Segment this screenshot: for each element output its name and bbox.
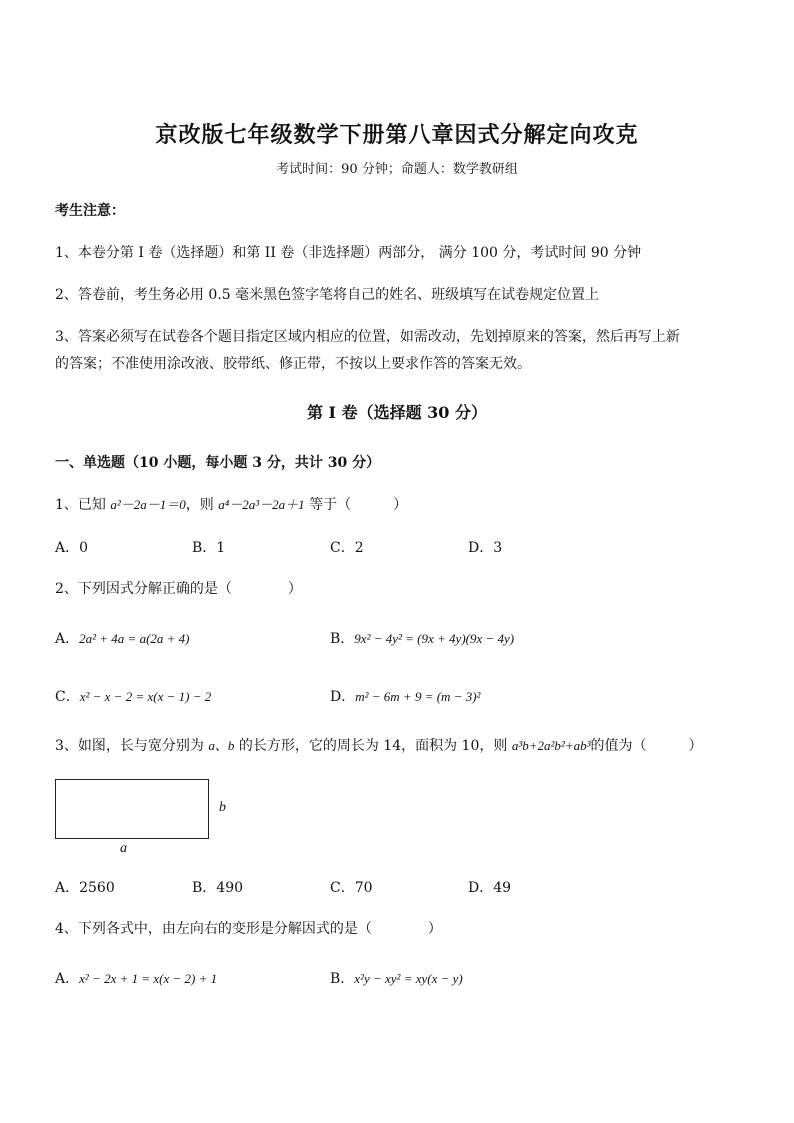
- q1-stem-math2: a⁴－2a³－2a＋1: [218, 497, 305, 512]
- q2-option-a-label: A．: [55, 631, 80, 647]
- q3-stem-suffix: 的值为（ ）: [590, 738, 703, 754]
- exam-subtitle: 考试时间：90 分钟；命题人：数学教研组: [276, 162, 518, 177]
- q4-option-a-label: A．: [55, 971, 80, 987]
- q3-option-c[interactable]: C．70: [330, 880, 373, 896]
- q3-stem-prefix: 3、如图，长与宽分别为: [55, 738, 204, 754]
- question-3-stem: [55, 735, 702, 755]
- q2-option-d-label: D．: [330, 689, 356, 705]
- q3-stem-vars: a、b: [208, 738, 235, 753]
- part-heading: 一、单选题（10 小题，每小题 3 分，共计 30 分）: [55, 455, 381, 471]
- q2-option-c-math: x² − x − 2 = x(x − 1) − 2: [79, 689, 212, 704]
- notice-heading: 考生注意：: [55, 203, 125, 219]
- q2-option-c[interactable]: [55, 686, 211, 706]
- q3-stem-mid: 的长方形，它的周长为 14，面积为 10，则: [238, 738, 508, 754]
- q3-option-d[interactable]: D．49: [468, 880, 512, 896]
- exam-title: 京改版七年级数学下册第八章因式分解定向攻克: [155, 122, 639, 148]
- q2-option-b-math: 9x² − 4y² = (9x + 4y)(9x − 4y): [354, 631, 515, 646]
- q2-option-a[interactable]: [55, 628, 190, 648]
- q2-option-a-math: 2a² + 4a = a(2a + 4): [79, 631, 190, 646]
- q1-option-b[interactable]: B．1: [192, 540, 226, 556]
- q1-option-d[interactable]: D．3: [468, 540, 503, 556]
- q4-option-b-label: B．: [330, 971, 355, 987]
- q1-stem-math1: a²－2a－1＝0: [110, 497, 186, 512]
- q4-option-b[interactable]: [330, 968, 463, 988]
- q3-option-a[interactable]: A．2560: [55, 880, 115, 896]
- notice-item-1: 1、本卷分第 I 卷（选择题）和第 II 卷（非选择题）两部分， 满分 100 分，考试时间 90 分钟: [55, 245, 642, 261]
- q4-option-a-math: x² − 2x + 1 = x(x − 2) + 1: [79, 971, 218, 986]
- question-2-stem: 2、下列因式分解正确的是（ ）: [55, 581, 302, 597]
- q3-option-b[interactable]: B．490: [192, 880, 244, 896]
- notice-item-3: 3、答案必须写在试卷各个题目指定区域内相应的位置，如需改动，先划掉原来的答案，然后再写上新: [55, 329, 680, 345]
- notice-item-2: 2、答卷前，考生务必用 0.5 毫米黑色签字笔将自己的姓名、班级填写在试卷规定位置上: [55, 287, 600, 303]
- rectangle-figure: [55, 779, 209, 839]
- question-1-stem: [55, 494, 407, 514]
- q2-option-b-label: B．: [330, 631, 355, 647]
- rectangle-label-a: a: [120, 841, 127, 856]
- q4-option-b-math: x²y − xy² = xy(x − y): [354, 971, 463, 986]
- q3-stem-math: a³b+2a²b²+ab³: [511, 738, 591, 753]
- q2-option-b[interactable]: [330, 628, 514, 648]
- q2-option-d[interactable]: [330, 686, 480, 706]
- q1-stem-suffix: 等于（ ）: [309, 497, 408, 513]
- question-4-stem: 4、下列各式中，由左向右的变形是分解因式的是（ ）: [55, 921, 442, 937]
- rectangle-label-b: b: [219, 800, 226, 815]
- notice-item-3-cont: 的答案；不准使用涂改液、胶带纸、修正带，不按以上要求作答的答案无效。: [55, 356, 531, 372]
- q4-option-a[interactable]: [55, 968, 217, 988]
- q1-stem-prefix: 1、已知: [55, 497, 106, 513]
- q1-option-c[interactable]: C．2: [330, 540, 364, 556]
- q1-stem-mid: ，则: [185, 497, 214, 513]
- q1-option-a[interactable]: A．0: [55, 540, 89, 556]
- section-title: 第 I 卷（选择题 30 分）: [306, 403, 488, 422]
- q2-option-d-math: m² − 6m + 9 = (m − 3)²: [355, 689, 481, 704]
- q2-option-c-label: C．: [55, 689, 80, 705]
